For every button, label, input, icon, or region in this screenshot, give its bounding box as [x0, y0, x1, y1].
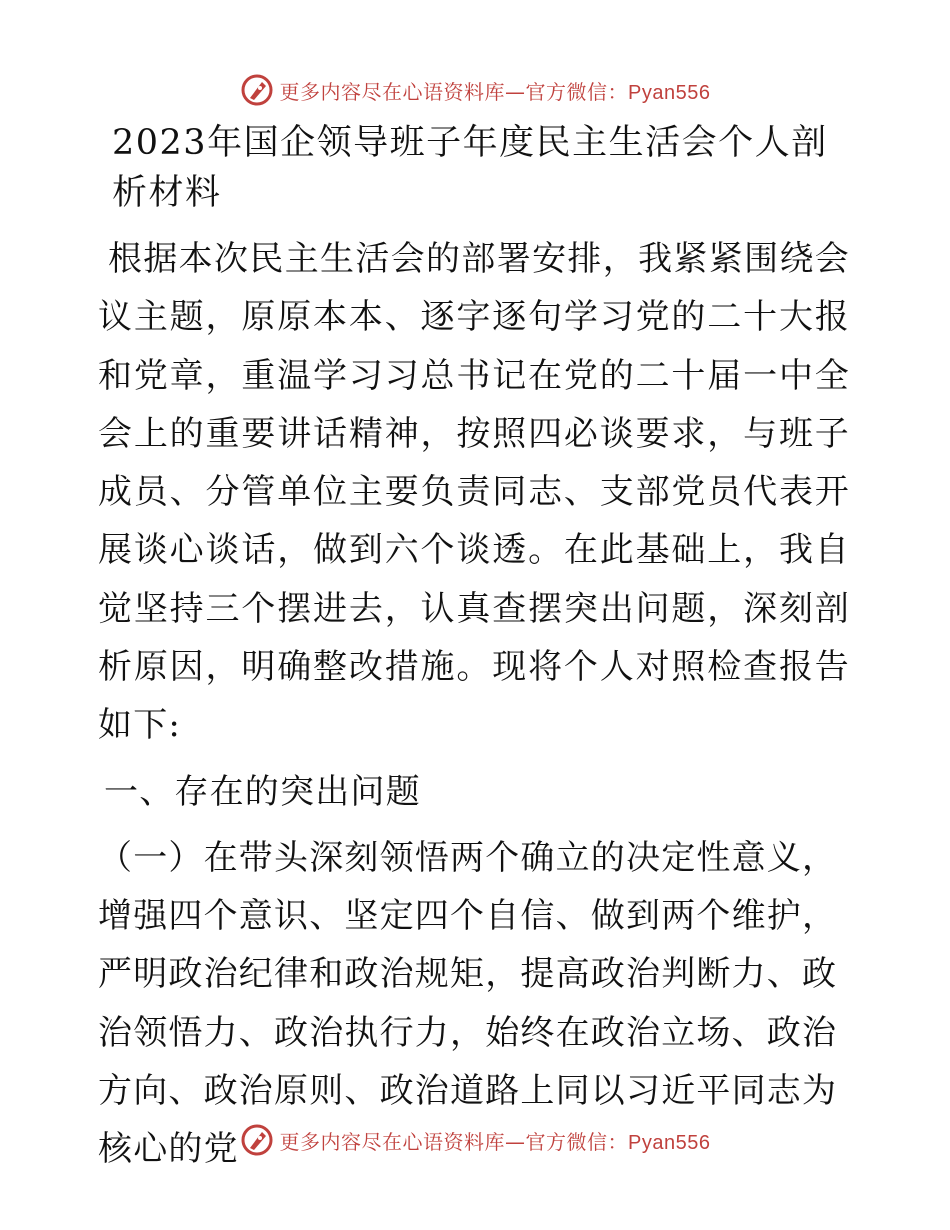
- document-body: [98, 118, 850, 1178]
- watermark-text: 更多内容尽在心语资料库—官方微信：Pyan556: [279, 1129, 711, 1154]
- pen-nib-circle-icon: [240, 1123, 274, 1157]
- pen-nib-circle-icon: [240, 73, 274, 107]
- document-title: 2023年国企领导班子年度民主生活会个人剖析材料: [112, 123, 828, 213]
- watermark-text: 更多内容尽在心语资料库—官方微信：Pyan556: [279, 79, 711, 104]
- watermark-banner-top: [0, 70, 950, 110]
- intro-paragraph: 根据本次民主生活会的部署安排，我紧紧围绕会议主题，原原本本、逐字逐句学习党的二十大报和党章，重温学习习总书记在党的二十届一中全会上的重要讲话精神，按照四必谈要求，与班子成员、分管单位主要负责同志、支部党员代表开展谈心谈话，做到六个谈透。在此基础上，我自觉坚持三个摆进去，认真查摆突出问题，深刻剖析原因，明确整改措施。现将个人对照检查报告如下:: [98, 239, 850, 746]
- subsection-paragraph: （一）在带头深刻领悟两个确立的决定性意义，增强四个意识、坚定四个自信、做到两个维护，严明政治纪律和政治规矩，提高政治判断力、政治领悟力、政治执行力，始终在政治立场、政治方向、政治原则、政治道路上同以习近平同志为核心的党: [98, 837, 838, 1170]
- watermark-banner-bottom: [0, 1120, 950, 1160]
- section-heading: 一、存在的突出问题: [104, 771, 421, 812]
